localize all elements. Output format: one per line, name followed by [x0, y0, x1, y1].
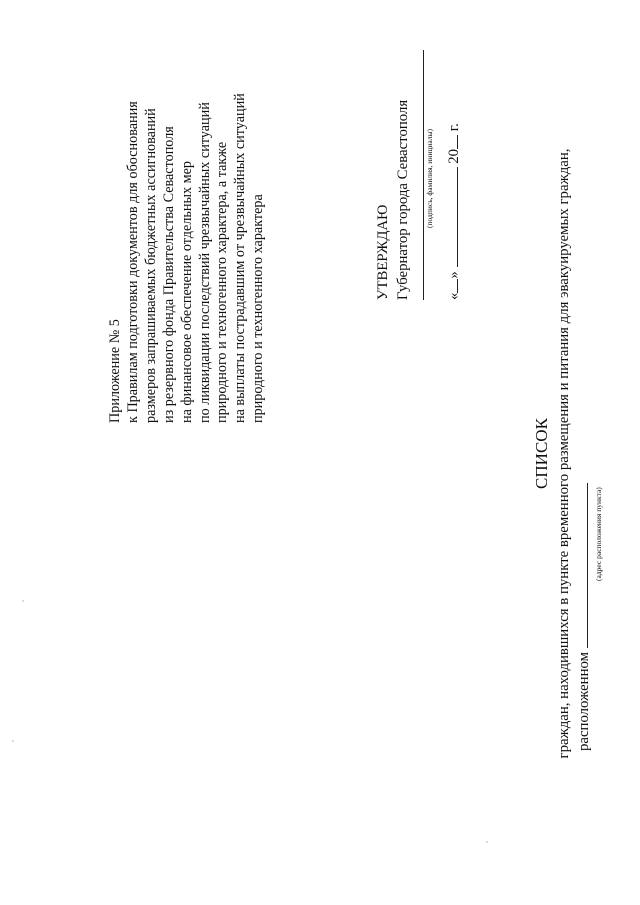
- date-close-quote: »: [446, 271, 462, 279]
- scan-speck: [22, 600, 24, 602]
- location-row: [574, 1, 594, 751]
- location-label: расположенном: [576, 652, 592, 751]
- list-subtitle: граждан, находившихся в пункте временного размещения и питания для эвакуируемых граждан,: [556, 148, 572, 759]
- appendix-line-4: на финансовое обеспечение отдельных мер: [178, 161, 195, 423]
- signature-line: [413, 50, 424, 300]
- approval-block: [373, 40, 464, 300]
- list-title: СПИСОК: [532, 418, 551, 489]
- appendix-line-2: размеров запрашиваемых бюджетных ассигнований: [142, 108, 159, 423]
- year-prefix: 20: [446, 148, 462, 164]
- scan-speck: [12, 740, 14, 742]
- scan-speck: [486, 841, 488, 843]
- year-suffix: г.: [446, 123, 462, 132]
- approval-date-row: [444, 40, 464, 300]
- appendix-line-8: природного и техногенного характера: [250, 194, 267, 423]
- appendix-block: [107, 93, 268, 423]
- appendix-line-6: природного и техногенного характера, а также: [214, 141, 231, 423]
- address-hint: (адрес расположения пункта): [594, 487, 603, 581]
- signature-hint: (подпись, фамилия, инициалы): [425, 128, 434, 228]
- approval-title: УТВЕРЖДАЮ: [375, 204, 391, 300]
- approval-position: Губернатор города Севастополя: [395, 99, 411, 300]
- list-title-block: [531, 1, 603, 905]
- appendix-line-7: на выплаты пострадавшим от чрезвычайных ситуаций: [232, 93, 249, 423]
- appendix-line-3: из резервного фонда Правительства Севастополя: [160, 126, 177, 423]
- year-blank: [457, 135, 458, 149]
- date-open-quote: «: [446, 292, 462, 300]
- appendix-label: Приложение № 5: [107, 319, 123, 423]
- appendix-line-1: к Правилам подготовки документов для обоснования: [124, 101, 141, 423]
- appendix-line-5: по ликвидации последствий чрезвычайных ситуаций: [196, 102, 213, 423]
- day-blank: [457, 279, 458, 293]
- address-line: [577, 483, 588, 648]
- month-blank: [457, 167, 458, 267]
